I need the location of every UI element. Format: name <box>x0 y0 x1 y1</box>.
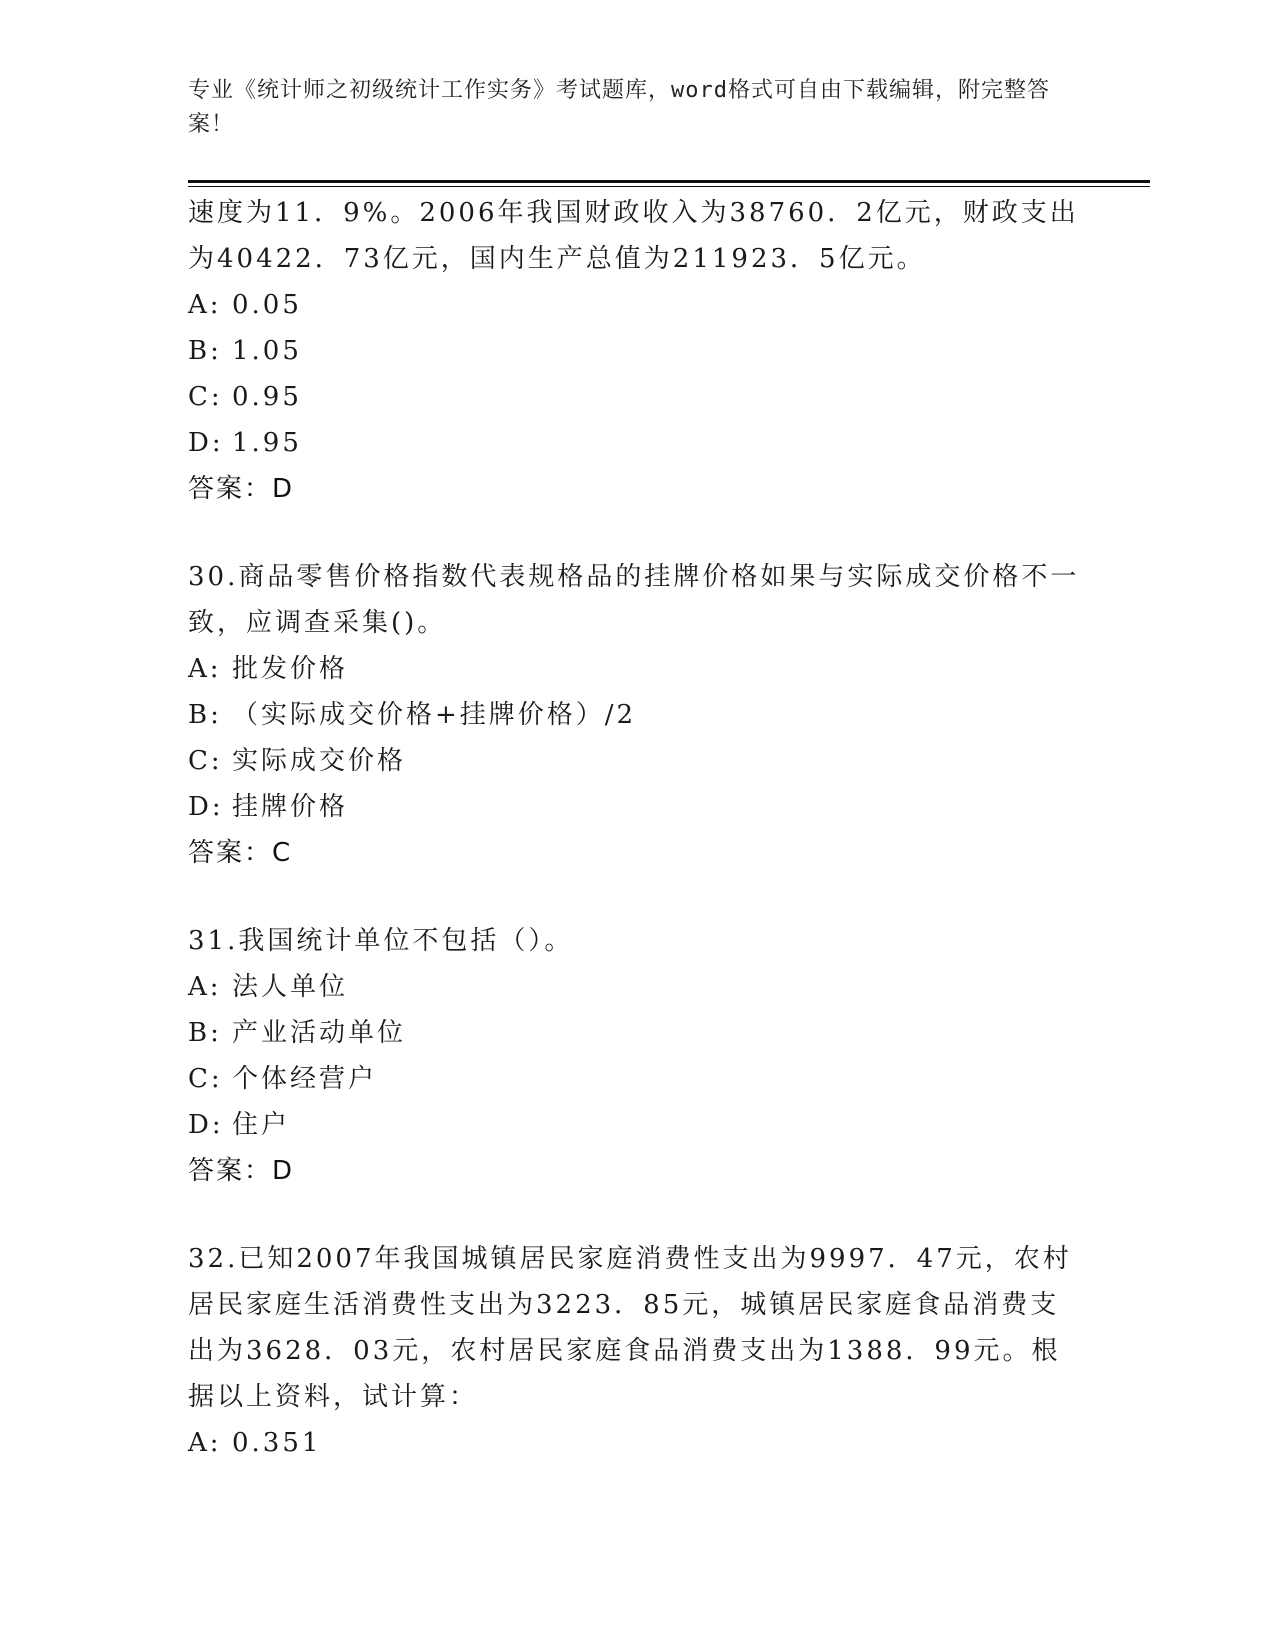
question-stem: 31.我国统计单位不包括（）。 <box>188 926 574 956</box>
option-text: 法人单位 <box>232 972 349 1002</box>
option-text: 挂牌价格 <box>232 792 349 822</box>
option-key: A: <box>188 972 222 1002</box>
option-text: 0.05 <box>232 290 302 320</box>
option-a <box>188 646 1088 692</box>
option-d <box>188 420 1088 466</box>
option-key: C: <box>188 746 223 776</box>
document-body <box>188 190 1088 1466</box>
option-text: 0.95 <box>232 382 302 412</box>
option-key: D: <box>188 1110 224 1140</box>
question-29-continuation <box>188 190 1088 512</box>
option-key: B: <box>188 336 222 366</box>
option-b <box>188 328 1088 374</box>
option-text: 1.95 <box>232 428 302 458</box>
question-stem: 速度为11．9%。2006年我国财政收入为38760．2亿元，财政支出为40422．73亿元，国内生产总值为211923．5亿元。 <box>188 198 1079 274</box>
header-rule-thick <box>188 180 1150 183</box>
option-key: C: <box>188 1064 223 1094</box>
question-stem: 32.已知2007年我国城镇居民家庭消费性支出为9997．47元，农村居民家庭生活消费性支出为3223．85元，城镇居民家庭食品消费支出为3628．03元，农村居民家庭食品消费支出为1388．99元。根据以上资料，试计算： <box>188 1244 1072 1412</box>
option-text: 0.351 <box>232 1428 322 1458</box>
question-30 <box>188 554 1088 876</box>
option-key: D: <box>188 428 224 458</box>
option-d <box>188 784 1088 830</box>
option-key: D: <box>188 792 224 822</box>
option-c <box>188 738 1088 784</box>
option-text: 实际成交价格 <box>232 746 407 776</box>
option-b <box>188 1010 1088 1056</box>
option-key: B: <box>188 1018 222 1048</box>
answer-line: 答案：C <box>188 838 293 868</box>
document-header: 专业《统计师之初级统计工作实务》考试题库，word格式可自由下载编辑，附完整答案！ <box>188 78 1050 137</box>
option-key: A: <box>188 1428 222 1458</box>
option-c <box>188 374 1088 420</box>
option-key: A: <box>188 290 222 320</box>
option-text: （实际成交价格+挂牌价格）/2 <box>232 700 637 730</box>
question-31 <box>188 918 1088 1194</box>
option-key: C: <box>188 382 223 412</box>
option-text: 批发价格 <box>232 654 349 684</box>
option-text: 产业活动单位 <box>232 1018 407 1048</box>
header-rule-thin <box>188 186 1150 187</box>
option-key: B: <box>188 700 222 730</box>
answer-line: 答案：D <box>188 1156 295 1186</box>
option-d <box>188 1102 1088 1148</box>
option-a <box>188 1420 1088 1466</box>
option-c <box>188 1056 1088 1102</box>
option-key: A: <box>188 654 222 684</box>
answer-line: 答案：D <box>188 474 295 504</box>
option-text: 1.05 <box>232 336 302 366</box>
option-text: 住户 <box>232 1110 291 1140</box>
option-a <box>188 282 1088 328</box>
option-text: 个体经营户 <box>232 1064 378 1094</box>
option-b <box>188 692 1088 738</box>
option-a <box>188 964 1088 1010</box>
question-32 <box>188 1236 1088 1466</box>
question-stem: 30.商品零售价格指数代表规格品的挂牌价格如果与实际成交价格不一致，应调查采集()。 <box>188 562 1080 638</box>
